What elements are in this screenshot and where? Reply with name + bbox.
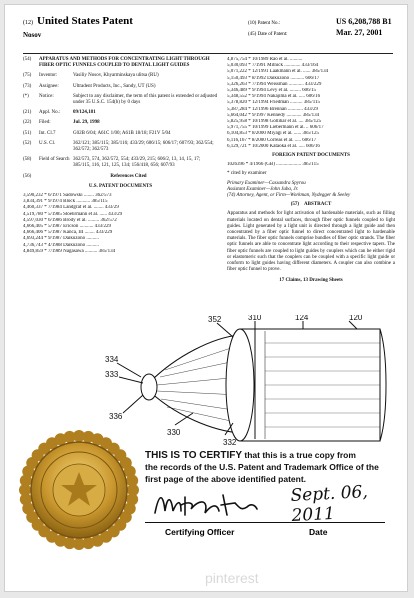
reference-entry: 5,664,042 * 9/1997 Kennedy ............ 385/134 [227, 112, 320, 118]
reference-entry: 5,348,552 * 9/1994 Nakajima et al. ..... 606/16 [227, 94, 321, 100]
int-cl: G02B 6/04; A61C 1/00; A61B 18/18; F21V 5/04 [73, 130, 171, 136]
reference-entry: 6,116,167 * 8/2000 Correas et al. ..... 606/17 [227, 137, 317, 143]
abstract-text: Apparatus and methods for light activation of hardenable materials, such as filling materials located on dental surfaces, through fiber optic funnels coupled to light guides. Light generated by a light unit is directed through a light guide and then concentrated by a fiber optic funnel to direct concentrated light to hardenable materials. The fiber optic funnels comprise bundles of fiber optic strands. The fiber optic funnels are able to concentrate light according to their respective tapers. The fiber optic funnels are coupled to light guides by couplers which can be either rigid or elastomeric such that the couplers can be coupled with a specific light guide or conform to light guides having different diameters. A coupler can also combine a fiber optic funnel to prove. [227, 211, 395, 273]
patent-header [23, 15, 393, 54]
primary-examiner: Primary Examiner—Cassandra Spyrou [227, 180, 306, 186]
reference-entry: 4,460,337 * 7/1984 Landgraf et al. ........ 433/29 [23, 205, 119, 211]
reference-entry: 3,834,391 * 9/1974 Block ........... 385/115 [23, 199, 108, 205]
date-caption: Date [309, 527, 328, 537]
foreign-reference-list [227, 162, 395, 168]
field-54: (54) APPARATUS AND METHODS FOR CONCENTRATING LIGHT THROUGH FIBER OPTIC FUNNELS COUPLED TO DENTAL LIGHT GUIDES [23, 57, 218, 69]
certifying-officer-caption: Certifying Officer [165, 527, 235, 537]
reference-entry: 5,030,093 * 7/1991 Mitnick ............. 433/164 [227, 63, 319, 69]
reference-entry: 4,736,743 * 4/1988 Daikuzono .......... [23, 242, 99, 248]
reference-entry: 5,825,958 * 10/1998 Gollihar et al. .... 385/125 [227, 119, 322, 125]
patent-type-title: United States Patent [37, 15, 133, 27]
reference-entry: 4,597,030 * 6/1986 Brody et al. ......... 362/572 [23, 217, 117, 223]
assignee: Ultradent Products, Inc., Sandy, UT (US) [73, 83, 156, 89]
gold-seal [19, 430, 139, 550]
reference-entry: 5,387,284 * 12/1996 Brennan ............ 433/29 [227, 106, 318, 112]
reference-entry: 4,875,754 * 10/1989 Rao et al. .......... [227, 57, 303, 62]
claims-summary: 17 Claims, 13 Drawing Sheets [279, 277, 343, 283]
us-cl: 362/121; 385/115; 385/116; 433/29; 606/15; 606/17; 607/93; 362/554; 362/572; 362/573 [73, 140, 214, 153]
patent-number: US 6,208,788 B1 [336, 17, 392, 26]
code-12: (12) [23, 20, 33, 26]
field-56: (56) References Cited [23, 174, 218, 180]
watermark: pinterest [205, 570, 259, 586]
inventor-surname: Nosov [23, 31, 42, 39]
reference-entry: 4,666,406 * 5/1987 Kanca, III ........ 433/229 [23, 230, 113, 236]
abstract-code: (57) [290, 202, 300, 208]
foreign-docs-heading: FOREIGN PATENT DOCUMENTS [272, 153, 350, 159]
reference-entry: 6,104,853 * 8/2000 Miyagi et al. ...... 385/125 [227, 131, 319, 137]
patent-drawing [105, 315, 395, 450]
abstract-heading: ABSTRACT [304, 202, 332, 208]
patent-certificate [4, 4, 408, 592]
patent-no-label: (10) Patent No.: [248, 21, 281, 26]
seal-edge-scallop [126, 475, 138, 487]
attorney: (74) Attorney, Agent, or Firm—Workman, Nydegger & Seeley [227, 193, 351, 199]
field-73: (73) Assignee: Ultradent Products, Inc., Sandy, UT (US) [23, 84, 218, 90]
ref-330: 330 [167, 428, 181, 437]
certify-heading: THIS IS TO CERTIFY [145, 450, 243, 461]
assistant-examiner: Assistant Examiner—John Juba, Jr. [227, 186, 299, 192]
references-cited: References Cited [110, 173, 147, 179]
ref-310: 310 [248, 315, 262, 322]
field-58: (58) Field of Search 362/573, 574, 362/572, 554; 433/29, 215; 606/2, 13, 14, 15, 17; 385/115, 116, 121, 125, 134; 156/418, 656; 607/93 [23, 157, 218, 169]
left-column [23, 57, 218, 255]
reference-entry: 5,971,755 * 10/1999 Liebermann et al. .. 606/17 [227, 125, 324, 131]
reference-list [23, 193, 218, 255]
ref-332: 332 [223, 438, 237, 447]
reference-list [227, 57, 395, 150]
field-75: (75) Inventor: Vasiliy Nosov, Khyarminskaya ulitsa (RU) [23, 73, 218, 79]
notice: Subject to any disclaimer, the term of this patent is extended or adjusted under 35 U.S.C. 154(b) by 0 days [73, 93, 218, 106]
appl-no: 09/124,181 [73, 110, 96, 116]
reference-entry: 4,693,244 * 9/1987 Daikuzono .......... [23, 236, 99, 242]
right-column [227, 57, 395, 287]
ref-336: 336 [109, 412, 123, 421]
reference-entry: 4,666,405 * 5/1987 Ericson ........... 433/229 [23, 224, 112, 230]
ref-333: 333 [105, 370, 119, 379]
reference-entry: 3,590,232 * 6/1971 Sadowski ........ 362/573 [23, 193, 112, 199]
inventor: Vasiliy Nosov, Khyarminskaya ulitsa (RU) [73, 73, 159, 79]
reference-entry: 5,326,263 * 7/1994 Weissman ............ 433/229 [227, 81, 322, 87]
foreign-reference-entry: 1026396 * 4/1966 (GB) .................... 385/115 [227, 162, 319, 168]
cited-note: * cited by examiner [227, 171, 267, 177]
patent-title: APPARATUS AND METHODS FOR CONCENTRATING LIGHT THROUGH FIBER OPTIC FUNNELS COUPLED TO DENTAL LIGHT GUIDES [39, 57, 210, 69]
certify-line2: the records of the U.S. Patent and Trademark Office of the [145, 462, 379, 472]
ref-352: 352 [208, 315, 222, 324]
field-22: (22) Filed: Jul. 29, 1998 [23, 120, 218, 126]
field-21: (21) Appl. No.: 09/124,181 [23, 110, 218, 116]
certify-line3: first page of the above identified patent. [145, 474, 307, 484]
us-patent-docs-heading: U.S. PATENT DOCUMENTS [88, 183, 153, 189]
officer-signature [151, 487, 261, 521]
certify-line1-tail: that this is a true copy from [242, 450, 356, 460]
patent-date: Mar. 27, 2001 [336, 28, 383, 37]
reference-entry: 5,071,222 * 12/1991 Laakmann et al. ...... 385/134 [227, 69, 329, 75]
certification-date: Sept. 06, 2011 [290, 482, 369, 527]
ref-334: 334 [105, 355, 119, 364]
reference-entry: 5,378,820 * 12/1994 Friedman .......... 385/115 [227, 100, 321, 106]
field-52: (52) U.S. Cl. 362/121; 385/115; 385/116; 433/29; 606/15; 606/17; 607/93; 362/554; 362/572; 362/573 [23, 141, 218, 153]
reference-entry: 4,519,780 * 5/1985 Stoehrmann et al. ...... 433/29 [23, 211, 123, 217]
reference-entry: 4,849,859 * 7/1989 Nagasawa .......... 385/134 [23, 248, 116, 254]
patent-date-label: (45) Date of Patent: [248, 32, 288, 37]
filed-date: Jul. 29, 1998 [73, 120, 100, 126]
ref-124: 124 [295, 315, 309, 322]
field-of-search: 362/573, 574, 362/572, 554; 433/29, 215; 606/2, 13, 14, 15, 17; 385/115, 116, 121, 125, 134; 156/418, 656; 607/93 [73, 157, 201, 169]
reference-entry: 6,129,721 * 10/2000 Kataoka et al. ..... 606/16 [227, 143, 320, 149]
field-51: (51) Int. Cl.7 G02B 6/04; A61C 1/00; A61B 18/18; F21V 5/04 [23, 131, 218, 137]
signature-line [145, 522, 385, 523]
reference-entry: 5,346,489 * 9/1994 Levy et al. ......... 606/15 [227, 88, 317, 94]
field-notice: (*) Notice: Subject to any disclaimer, the term of this patent is extended or adjusted under 35 U.S.C. 154(b) by 0 days [23, 93, 218, 106]
ref-120: 120 [349, 315, 363, 322]
reference-entry: 5,150,493 * 8/1992 Daikuzono ........... 606/17 [227, 75, 320, 81]
certification-text [145, 450, 379, 485]
